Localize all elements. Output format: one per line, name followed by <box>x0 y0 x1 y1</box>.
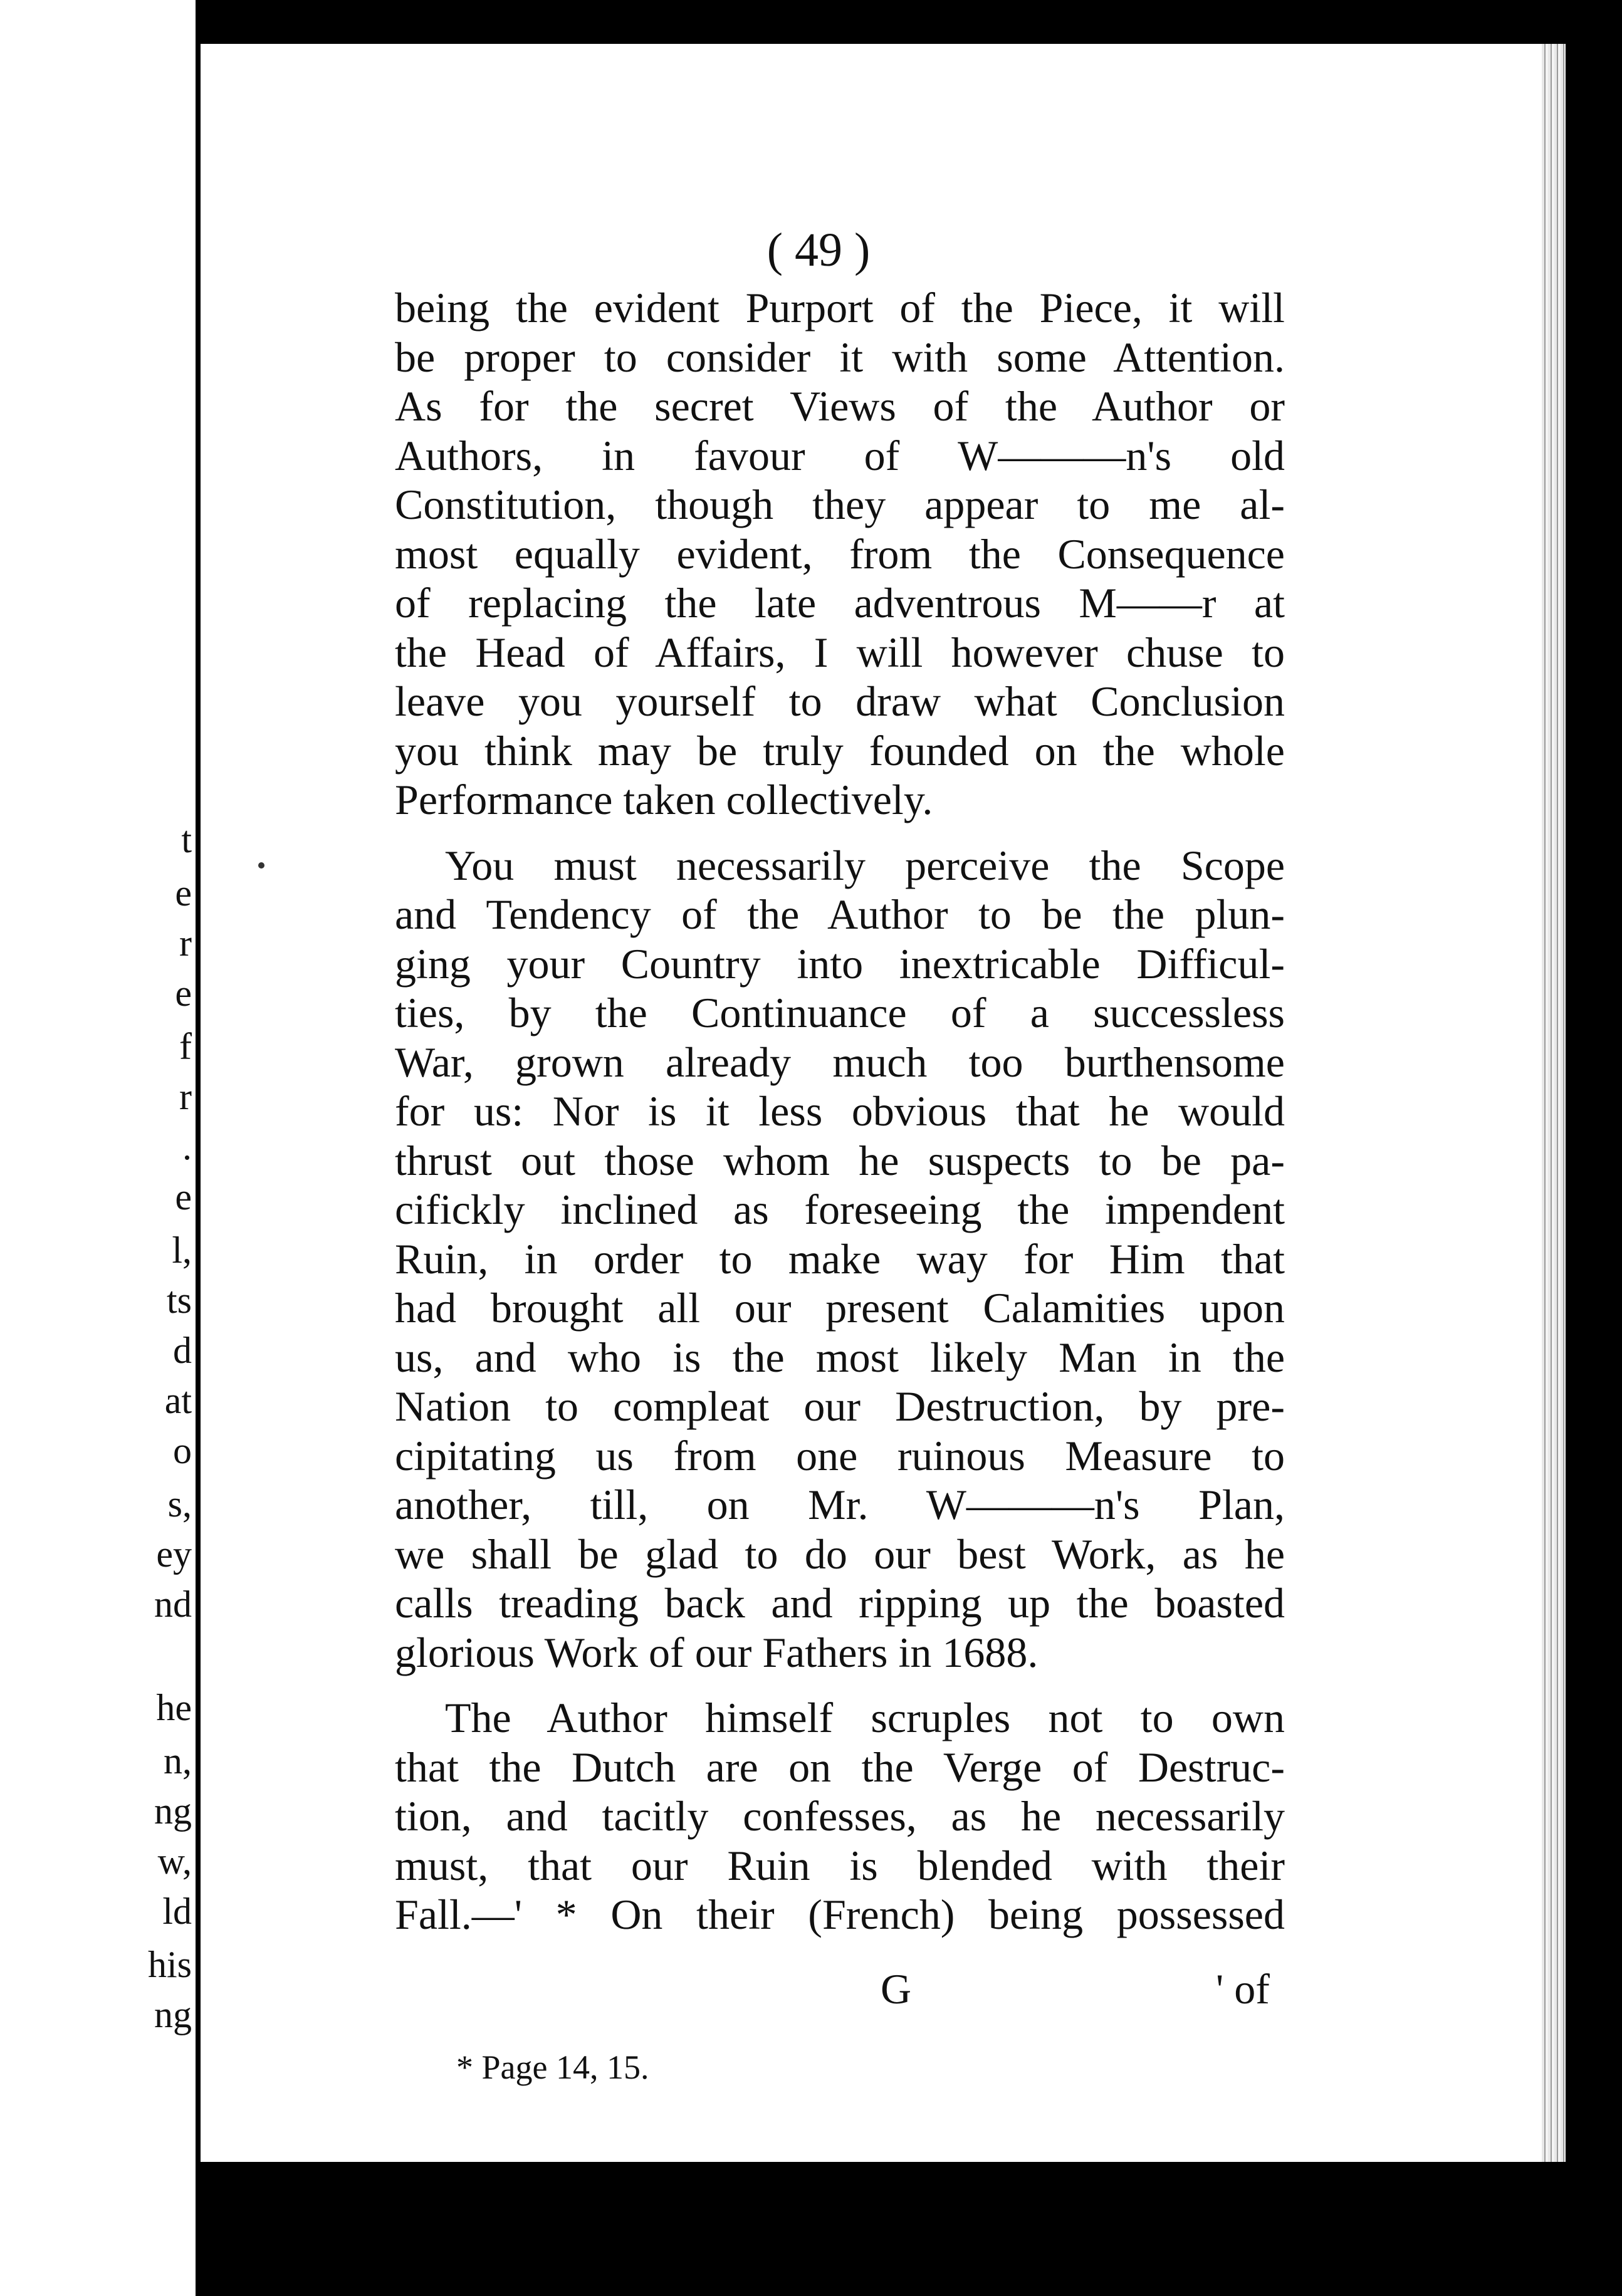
left-page-fragment: ng <box>154 1994 192 2035</box>
left-page-fragment: r <box>179 922 192 964</box>
left-page-fragment: ld <box>162 1891 192 1932</box>
text-line: Performance taken collectively. <box>395 776 933 823</box>
text-line: cipitating us from one ruinous Measure to <box>395 1431 1285 1479</box>
text-line: another, till, on Mr. W———n's Plan, <box>395 1481 1285 1528</box>
text-line: glorious Work of our Fathers in 1688. <box>395 1628 1039 1676</box>
footnote: * Page 14, 15. <box>456 2048 649 2086</box>
text-line: us, and who is the most likely Man in the <box>395 1333 1285 1381</box>
text-line: Authors, in favour of W———n's old <box>395 431 1285 479</box>
text-line: ging your Country into inextricable Difficul- <box>395 939 1285 988</box>
left-page-fragment: ts <box>166 1280 192 1321</box>
text-line: being the evident Purport of the Piece, it will <box>395 284 1285 331</box>
left-page-fragment: e <box>175 1176 192 1218</box>
text-line: cifickly inclined as foreseeing the impendent <box>395 1186 1285 1233</box>
body-text <box>395 283 1285 1939</box>
text-line: most equally evident, from the Consequence <box>395 530 1285 578</box>
text-line: of replacing the late adventrous M——r at <box>395 579 1285 627</box>
left-page-fragment: ey <box>156 1533 192 1575</box>
left-page-fragment: e <box>175 973 192 1014</box>
page-edges <box>1542 44 1566 2162</box>
left-page-fragment: f <box>179 1026 192 1067</box>
text-line: the Head of Affairs, I will however chuse to <box>395 628 1285 676</box>
text-line: that the Dutch are on the Verge of Destruc- <box>395 1743 1285 1791</box>
text-line: you think may be truly founded on the whole <box>395 726 1285 775</box>
text-line: be proper to consider it with some Attention. <box>395 333 1285 381</box>
text-line: As for the secret Views of the Author or <box>395 382 1285 430</box>
left-page-fragment: n, <box>164 1740 192 1782</box>
text-line: for us: Nor is it less obvious that he would <box>395 1087 1285 1135</box>
text-line: thrust out those whom he suspects to be pa- <box>395 1136 1285 1184</box>
left-page-fragment: . <box>182 1126 192 1167</box>
text-line: Constitution, though they appear to me al- <box>395 481 1285 528</box>
text-line: Nation to compleat our Destruction, by pre- <box>395 1382 1285 1430</box>
left-page-fragment: ng <box>154 1790 192 1832</box>
signature-mark: G <box>881 1965 912 2013</box>
text-line: tion, and tacitly confesses, as he necessarily <box>395 1792 1285 1840</box>
catchword: ' of <box>1216 1965 1270 2013</box>
text-line: Ruin, in order to make way for Him that <box>395 1234 1285 1283</box>
text-line: Fall.—' * On their (French) being possessed <box>395 1891 1285 1938</box>
left-page-fragment: nd <box>154 1584 192 1625</box>
left-page-fragment: w, <box>157 1840 192 1882</box>
text-line: we shall be glad to do our best Work, as he <box>395 1530 1285 1578</box>
text-line: ties, by the Continuance of a successless <box>395 989 1285 1036</box>
left-page-fragment: r <box>179 1076 192 1117</box>
left-page-fragment: o <box>173 1430 192 1471</box>
left-page-fragment: d <box>173 1330 192 1371</box>
text-line: had brought all our present Calamities upon <box>395 1284 1285 1332</box>
left-page-fragment: at <box>164 1380 192 1421</box>
text-line: must, that our Ruin is blended with their <box>395 1841 1285 1889</box>
ink-speck <box>258 862 264 869</box>
page-number: ( 49 ) <box>767 224 871 276</box>
left-page-fragment: s, <box>167 1483 192 1525</box>
text-line: and Tendency of the Author to be the plun- <box>395 890 1285 938</box>
text-line: You must necessarily perceive the Scope <box>445 841 1285 889</box>
left-page-fragment: he <box>156 1687 192 1728</box>
book-gutter <box>196 0 201 2296</box>
left-page-fragment: l, <box>172 1229 192 1271</box>
left-page-fragment: his <box>147 1944 192 1985</box>
paragraph-gap <box>395 1677 1285 1693</box>
text-line: calls treading back and ripping up the boasted <box>395 1579 1285 1627</box>
paragraph-gap <box>395 825 1285 841</box>
text-line: The Author himself scruples not to own <box>445 1694 1285 1741</box>
left-facing-page <box>0 0 199 2296</box>
left-page-fragment: e <box>175 872 192 914</box>
text-line: War, grown already much too burthensome <box>395 1038 1285 1086</box>
left-page-fragment: t <box>181 819 192 860</box>
text-line: leave you yourself to draw what Conclusion <box>395 677 1285 725</box>
